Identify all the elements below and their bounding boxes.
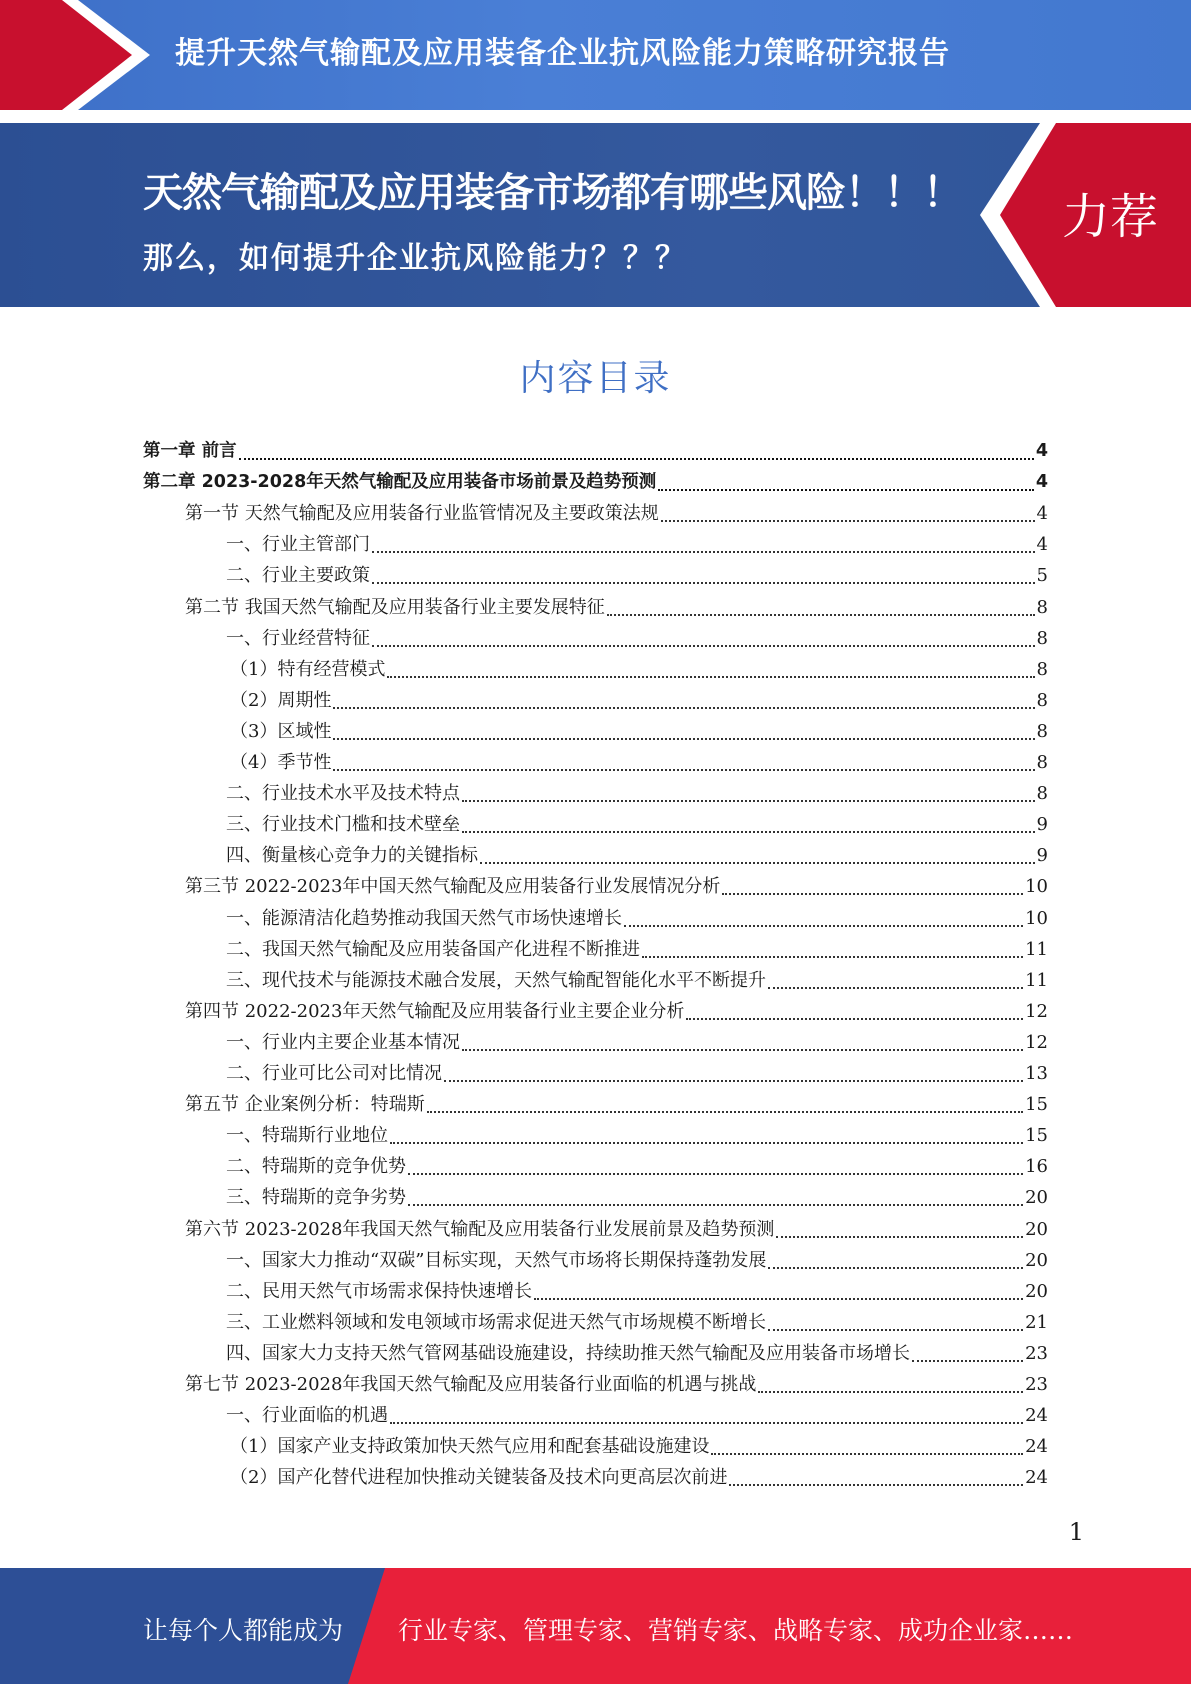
toc-dot-leader <box>390 1142 1023 1144</box>
toc-dot-leader <box>462 1049 1023 1051</box>
toc-entry[interactable] <box>226 1246 1048 1277</box>
toc-entry-text: 三、工业燃料领域和发电领域市场需求促进天然气市场规模不断增长 <box>226 1311 766 1333</box>
toc-entry[interactable] <box>226 779 1048 810</box>
toc-entry-page: 8 <box>1036 720 1048 742</box>
toc-entry[interactable] <box>226 1308 1048 1339</box>
page-number: 1 <box>1068 1518 1084 1546</box>
toc-dot-leader <box>776 1236 1023 1238</box>
toc-entry-page: 21 <box>1025 1311 1048 1333</box>
toc-entry-text: 第二节 我国天然气输配及应用装备行业主要发展特征 <box>185 596 605 618</box>
toc-entry-page: 13 <box>1025 1063 1048 1084</box>
toc-entry-page: 20 <box>1025 1280 1048 1302</box>
toc-dot-leader <box>722 893 1023 895</box>
toc-entry-page: 5 <box>1036 565 1048 587</box>
toc-entry-page: 11 <box>1025 969 1048 991</box>
toc-entry-text: （4）季节性 <box>230 752 332 773</box>
toc-entry[interactable] <box>185 499 1048 530</box>
footer-slogan-left: 让每个人都能成为 <box>143 1616 344 1645</box>
toc-dot-leader <box>768 1329 1023 1331</box>
toc-entry-page: 24 <box>1025 1405 1048 1427</box>
toc-entry-text: （2）周期性 <box>230 689 332 711</box>
toc-entry-page: 8 <box>1036 627 1048 649</box>
toc-entry-page: 8 <box>1036 658 1048 680</box>
toc-dot-leader <box>607 614 1035 616</box>
toc-dot-leader <box>768 987 1023 989</box>
toc-entry-text: 一、行业主管部门 <box>226 534 370 556</box>
toc-entry-text: 第一章 前言 <box>143 441 237 461</box>
toc-title: 内容目录 <box>519 358 672 399</box>
toc-entry-page: 23 <box>1025 1342 1048 1364</box>
toc-entry-page: 20 <box>1025 1249 1048 1271</box>
toc-entry-text: 一、行业内主要企业基本情况 <box>226 1031 460 1053</box>
toc-entry[interactable] <box>226 530 1048 561</box>
toc-entry-text: 三、现代技术与能源技术融合发展，天然气输配智能化水平不断提升 <box>226 969 766 991</box>
toc-dot-leader <box>686 1018 1023 1020</box>
toc-entry-text: 第二章 2023-2028年天然气输配及应用装备市场前景及趋势预测 <box>143 472 657 493</box>
toc-entry-page: 4 <box>1036 503 1048 525</box>
toc-entry-page: 9 <box>1036 814 1048 836</box>
toc-entry-page: 12 <box>1025 1000 1048 1022</box>
toc-entry[interactable] <box>226 1121 1048 1152</box>
footer-slogan-bar <box>0 1568 1191 1684</box>
toc-entry[interactable] <box>226 810 1048 841</box>
toc-entry[interactable] <box>230 748 1048 779</box>
toc-entry-text: 一、国家大力推动“双碳”目标实现，天然气市场将长期保持蓬勃发展 <box>226 1249 767 1271</box>
toc-entry-text: 二、民用天然气市场需求保持快速增长 <box>226 1280 532 1302</box>
toc-dot-leader <box>758 1391 1023 1393</box>
toc-dot-leader <box>427 1111 1023 1113</box>
toc-entry-page: 16 <box>1025 1156 1048 1178</box>
toc-dot-leader <box>239 458 1034 460</box>
toc-dot-leader <box>408 1173 1023 1175</box>
toc-entry-text: 二、行业可比公司对比情况 <box>226 1063 442 1084</box>
toc-dot-leader <box>462 831 1035 833</box>
banner-subheadline: 那么，如何提升企业抗风险能力？？？ <box>143 241 687 276</box>
toc-entry[interactable] <box>185 872 1048 903</box>
toc-entry-page: 20 <box>1025 1218 1048 1240</box>
toc-entry-text: （2）国产化替代进程加快推动关键装备及技术向更高层次前进 <box>230 1467 728 1489</box>
toc-entry-page: 8 <box>1036 752 1048 773</box>
toc-entry-page: 15 <box>1025 1094 1048 1116</box>
footer-slogan-right: 行业专家、管理专家、营销专家、战略专家、成功企业家…… <box>398 1616 1074 1645</box>
toc-entry-text: 一、能源清洁化趋势推动我国天然气市场快速增长 <box>226 907 622 929</box>
toc-entry[interactable] <box>226 904 1048 935</box>
toc-entry-text: 一、行业经营特征 <box>226 627 370 649</box>
toc-entry[interactable] <box>185 1215 1048 1246</box>
toc-entry[interactable] <box>226 1059 1048 1090</box>
toc-dot-leader <box>534 1298 1023 1300</box>
toc-entry-text: 三、行业技术门槛和技术壁垒 <box>226 814 460 836</box>
toc-entry[interactable] <box>230 717 1048 748</box>
toc-dot-leader <box>372 582 1035 584</box>
toc-entry[interactable] <box>226 1183 1048 1214</box>
toc-entry[interactable] <box>143 437 1048 468</box>
toc-dot-leader <box>661 520 1035 522</box>
toc-entry-page: 8 <box>1036 783 1048 805</box>
toc-entry[interactable] <box>226 1152 1048 1183</box>
toc-entry-page: 23 <box>1025 1374 1048 1395</box>
toc-entry-text: 第六节 2023-2028年我国天然气输配及应用装备行业发展前景及趋势预测 <box>185 1218 775 1240</box>
toc-entry[interactable] <box>226 1028 1048 1059</box>
toc-entry-text: 二、行业技术水平及技术特点 <box>226 783 460 805</box>
toc-entry-page: 12 <box>1025 1031 1048 1053</box>
toc-dot-leader <box>642 956 1023 958</box>
toc-entry-text: 四、国家大力支持天然气管网基础设施建设，持续助推天然气输配及应用装备市场增长 <box>226 1342 910 1364</box>
toc-dot-leader <box>444 1080 1023 1082</box>
toc-entry[interactable] <box>185 1090 1048 1121</box>
toc-entry-page: 8 <box>1036 689 1048 711</box>
toc-dot-leader <box>390 1422 1023 1424</box>
toc-entry[interactable] <box>230 1463 1048 1494</box>
toc-entry-page: 4 <box>1036 534 1048 556</box>
recommend-badge-text: 力荐 <box>1062 189 1159 245</box>
promo-banner <box>0 123 1191 307</box>
toc-entry[interactable] <box>226 561 1048 592</box>
toc-entry[interactable] <box>226 1277 1048 1308</box>
toc-entry-page: 9 <box>1036 845 1048 867</box>
toc-entry-text: 第一节 天然气输配及应用装备行业监管情况及主要政策法规 <box>185 503 659 525</box>
toc-dot-leader <box>333 769 1034 771</box>
toc-entry[interactable] <box>226 935 1048 966</box>
toc-entry-page: 24 <box>1025 1436 1048 1458</box>
toc-entry-page: 11 <box>1025 938 1048 960</box>
toc-entry-page: 24 <box>1025 1467 1048 1489</box>
toc-dot-leader <box>387 676 1034 678</box>
toc-entry-page: 10 <box>1025 907 1048 929</box>
toc-entry[interactable] <box>226 1339 1048 1370</box>
toc-entry-text: 二、特瑞斯的竞争优势 <box>226 1156 406 1178</box>
toc-entry[interactable] <box>185 593 1048 624</box>
toc-entry-text: 一、行业面临的机遇 <box>226 1405 388 1427</box>
toc-entry-text: 四、衡量核心竞争力的关键指标 <box>226 845 478 867</box>
toc-entry-text: （1）特有经营模式 <box>230 658 386 680</box>
toc-entry[interactable] <box>226 624 1048 655</box>
toc-entry-page: 15 <box>1025 1125 1048 1147</box>
toc-entry-page: 4 <box>1035 441 1048 461</box>
toc-entry-text: 第四节 2022-2023年天然气输配及应用装备行业主要企业分析 <box>185 1000 685 1022</box>
toc-entry-text: 一、特瑞斯行业地位 <box>226 1125 388 1147</box>
toc-entry[interactable] <box>226 841 1048 872</box>
toc-dot-leader <box>912 1360 1023 1362</box>
report-title: 提升天然气输配及应用装备企业抗风险能力策略研究报告 <box>175 36 950 71</box>
toc-entry-text: 第七节 2023-2028年我国天然气输配及应用装备行业面临的机遇与挑战 <box>185 1374 757 1395</box>
toc-entry[interactable] <box>226 1401 1048 1432</box>
toc-entry[interactable] <box>230 686 1048 717</box>
report-header-bar <box>0 0 1191 110</box>
toc-entry-page: 4 <box>1035 472 1048 493</box>
toc-dot-leader <box>768 1267 1023 1269</box>
banner-headline: 天然气输配及应用装备市场都有哪些风险！！！ <box>143 170 962 216</box>
toc-dot-leader <box>480 862 1035 864</box>
toc-dot-leader <box>711 1453 1023 1455</box>
toc-dot-leader <box>624 925 1023 927</box>
toc-entry-text: 第三节 2022-2023年中国天然气输配及应用装备行业发展情况分析 <box>185 876 721 898</box>
toc-dot-leader <box>729 1484 1023 1486</box>
red-chevron-decoration <box>0 0 160 110</box>
toc-entry[interactable] <box>185 997 1048 1028</box>
toc-entry[interactable] <box>226 966 1048 997</box>
toc-entry[interactable] <box>143 468 1048 499</box>
toc-entry-text: 第五节 企业案例分析：特瑞斯 <box>185 1094 425 1116</box>
toc-dot-leader <box>333 707 1034 709</box>
toc-dot-leader <box>462 800 1035 802</box>
toc-entry-page: 8 <box>1036 596 1048 618</box>
toc-entry-page: 20 <box>1025 1187 1048 1209</box>
toc-entry-text: （1）国家产业支持政策加快天然气应用和配套基础设施建设 <box>230 1436 710 1458</box>
toc-entry[interactable] <box>230 1432 1048 1463</box>
toc-entry-page: 10 <box>1025 876 1048 898</box>
toc-entry-text: （3）区域性 <box>230 720 332 742</box>
toc-dot-leader <box>372 551 1035 553</box>
toc-entry-text: 三、特瑞斯的竞争劣势 <box>226 1187 406 1209</box>
toc-dot-leader <box>658 489 1034 491</box>
toc-entry[interactable] <box>185 1370 1048 1401</box>
toc-entry-text: 二、我国天然气输配及应用装备国产化进程不断推进 <box>226 938 640 960</box>
toc-dot-leader <box>408 1204 1023 1206</box>
toc-entry[interactable] <box>230 655 1048 686</box>
toc-entry-text: 二、行业主要政策 <box>226 565 370 587</box>
toc-dot-leader <box>333 738 1034 740</box>
toc-dot-leader <box>372 645 1035 647</box>
